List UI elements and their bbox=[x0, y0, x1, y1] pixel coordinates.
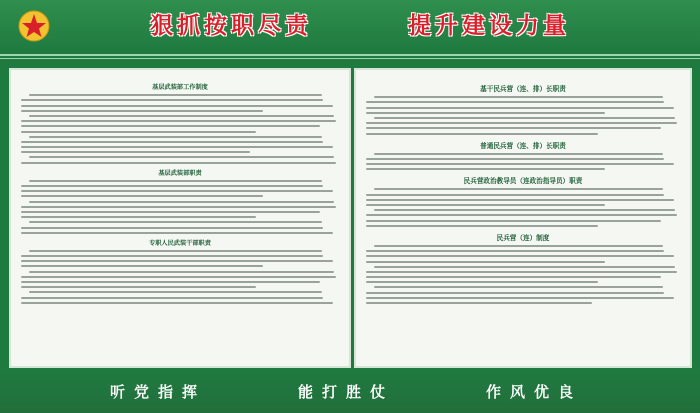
section-title: 基层武装部工作制度 bbox=[152, 84, 208, 91]
text-line bbox=[21, 105, 333, 107]
text-line bbox=[21, 195, 263, 197]
text-line bbox=[374, 188, 663, 190]
text-line bbox=[366, 255, 674, 257]
text-line bbox=[29, 94, 322, 96]
text-line bbox=[21, 110, 263, 112]
text-line bbox=[21, 260, 333, 262]
section-body bbox=[21, 180, 339, 234]
text-line bbox=[366, 122, 677, 124]
text-line bbox=[29, 115, 334, 117]
text-line bbox=[366, 292, 664, 294]
text-line bbox=[29, 250, 322, 252]
left-section-2 bbox=[21, 238, 339, 304]
section-title: 民兵营（连）制度 bbox=[496, 233, 550, 242]
text-line bbox=[366, 276, 661, 278]
text-line bbox=[29, 156, 334, 158]
section-title: 基干民兵营（连、排）长职责 bbox=[480, 85, 566, 93]
text-line bbox=[366, 225, 598, 227]
text-line bbox=[366, 281, 598, 283]
text-line bbox=[374, 266, 675, 268]
text-line bbox=[21, 255, 323, 257]
text-line bbox=[366, 194, 664, 196]
red-star-emblem-icon bbox=[18, 10, 50, 42]
text-line bbox=[21, 151, 250, 153]
text-line bbox=[366, 101, 664, 103]
text-line bbox=[21, 265, 263, 267]
left-section-1 bbox=[21, 168, 339, 234]
text-line bbox=[366, 250, 664, 252]
text-line bbox=[29, 201, 334, 203]
right-section-2 bbox=[366, 175, 680, 227]
text-line bbox=[21, 141, 323, 143]
text-line bbox=[374, 286, 663, 288]
text-line bbox=[366, 112, 605, 114]
text-line bbox=[366, 220, 661, 222]
text-line bbox=[21, 302, 333, 304]
section-body bbox=[366, 96, 680, 134]
right-panel bbox=[354, 68, 692, 368]
section-title: 普通民兵营（连、排）长职责 bbox=[480, 141, 566, 150]
text-line bbox=[374, 153, 663, 155]
text-line bbox=[21, 297, 323, 299]
text-line bbox=[21, 276, 336, 278]
text-line bbox=[21, 227, 323, 229]
text-line bbox=[21, 190, 333, 192]
text-line bbox=[366, 271, 677, 273]
left-section-0 bbox=[21, 82, 339, 164]
section-body bbox=[366, 188, 680, 226]
text-line bbox=[366, 107, 674, 109]
text-line bbox=[21, 131, 256, 133]
text-line bbox=[21, 125, 320, 127]
text-line bbox=[366, 204, 605, 206]
text-line bbox=[366, 302, 592, 304]
section-title: 基层武装部职责 bbox=[158, 169, 202, 177]
title-left: 狠抓按职尽责 bbox=[150, 12, 312, 39]
page-title bbox=[150, 11, 570, 41]
right-section-1 bbox=[366, 140, 680, 171]
text-line bbox=[21, 206, 336, 208]
text-line bbox=[374, 245, 663, 247]
text-line bbox=[366, 158, 664, 160]
text-line bbox=[374, 209, 675, 211]
text-line bbox=[366, 297, 674, 299]
text-line bbox=[366, 199, 674, 201]
text-line bbox=[21, 216, 256, 218]
header-bar bbox=[0, 0, 700, 52]
section-body bbox=[366, 245, 680, 304]
text-line bbox=[366, 133, 598, 135]
text-line bbox=[29, 291, 322, 293]
text-line bbox=[29, 136, 322, 138]
slogan-1: 听党指挥 bbox=[110, 383, 207, 401]
divider bbox=[0, 54, 700, 56]
section-body bbox=[21, 250, 339, 304]
text-line bbox=[366, 168, 605, 170]
right-section-0 bbox=[366, 83, 680, 135]
text-line bbox=[374, 96, 663, 98]
section-body bbox=[21, 94, 339, 163]
divider bbox=[0, 58, 700, 59]
text-line bbox=[374, 117, 675, 119]
text-line bbox=[21, 286, 256, 288]
right-section-3 bbox=[366, 232, 680, 304]
section-title: 民兵营政治教导员（连政治指导员）职责 bbox=[463, 177, 583, 186]
section-title: 专职人民武装干部职责 bbox=[149, 239, 211, 247]
text-line bbox=[29, 221, 322, 223]
text-line bbox=[29, 180, 322, 182]
slogan-3: 作风优良 bbox=[486, 383, 583, 401]
left-panel bbox=[9, 68, 351, 368]
text-line bbox=[366, 261, 605, 263]
text-line bbox=[21, 99, 323, 101]
text-line bbox=[366, 127, 661, 129]
text-line bbox=[21, 211, 320, 213]
title-right: 提升建设力量 bbox=[408, 12, 570, 39]
text-line bbox=[21, 185, 323, 187]
text-line bbox=[21, 146, 333, 148]
text-line bbox=[29, 271, 334, 273]
text-line bbox=[21, 162, 336, 164]
text-line bbox=[21, 281, 320, 283]
text-line bbox=[366, 163, 674, 165]
section-body bbox=[366, 153, 680, 171]
text-line bbox=[21, 232, 333, 234]
slogan-2: 能打胜仗 bbox=[298, 383, 395, 401]
text-line bbox=[366, 214, 677, 216]
text-line bbox=[21, 120, 336, 122]
